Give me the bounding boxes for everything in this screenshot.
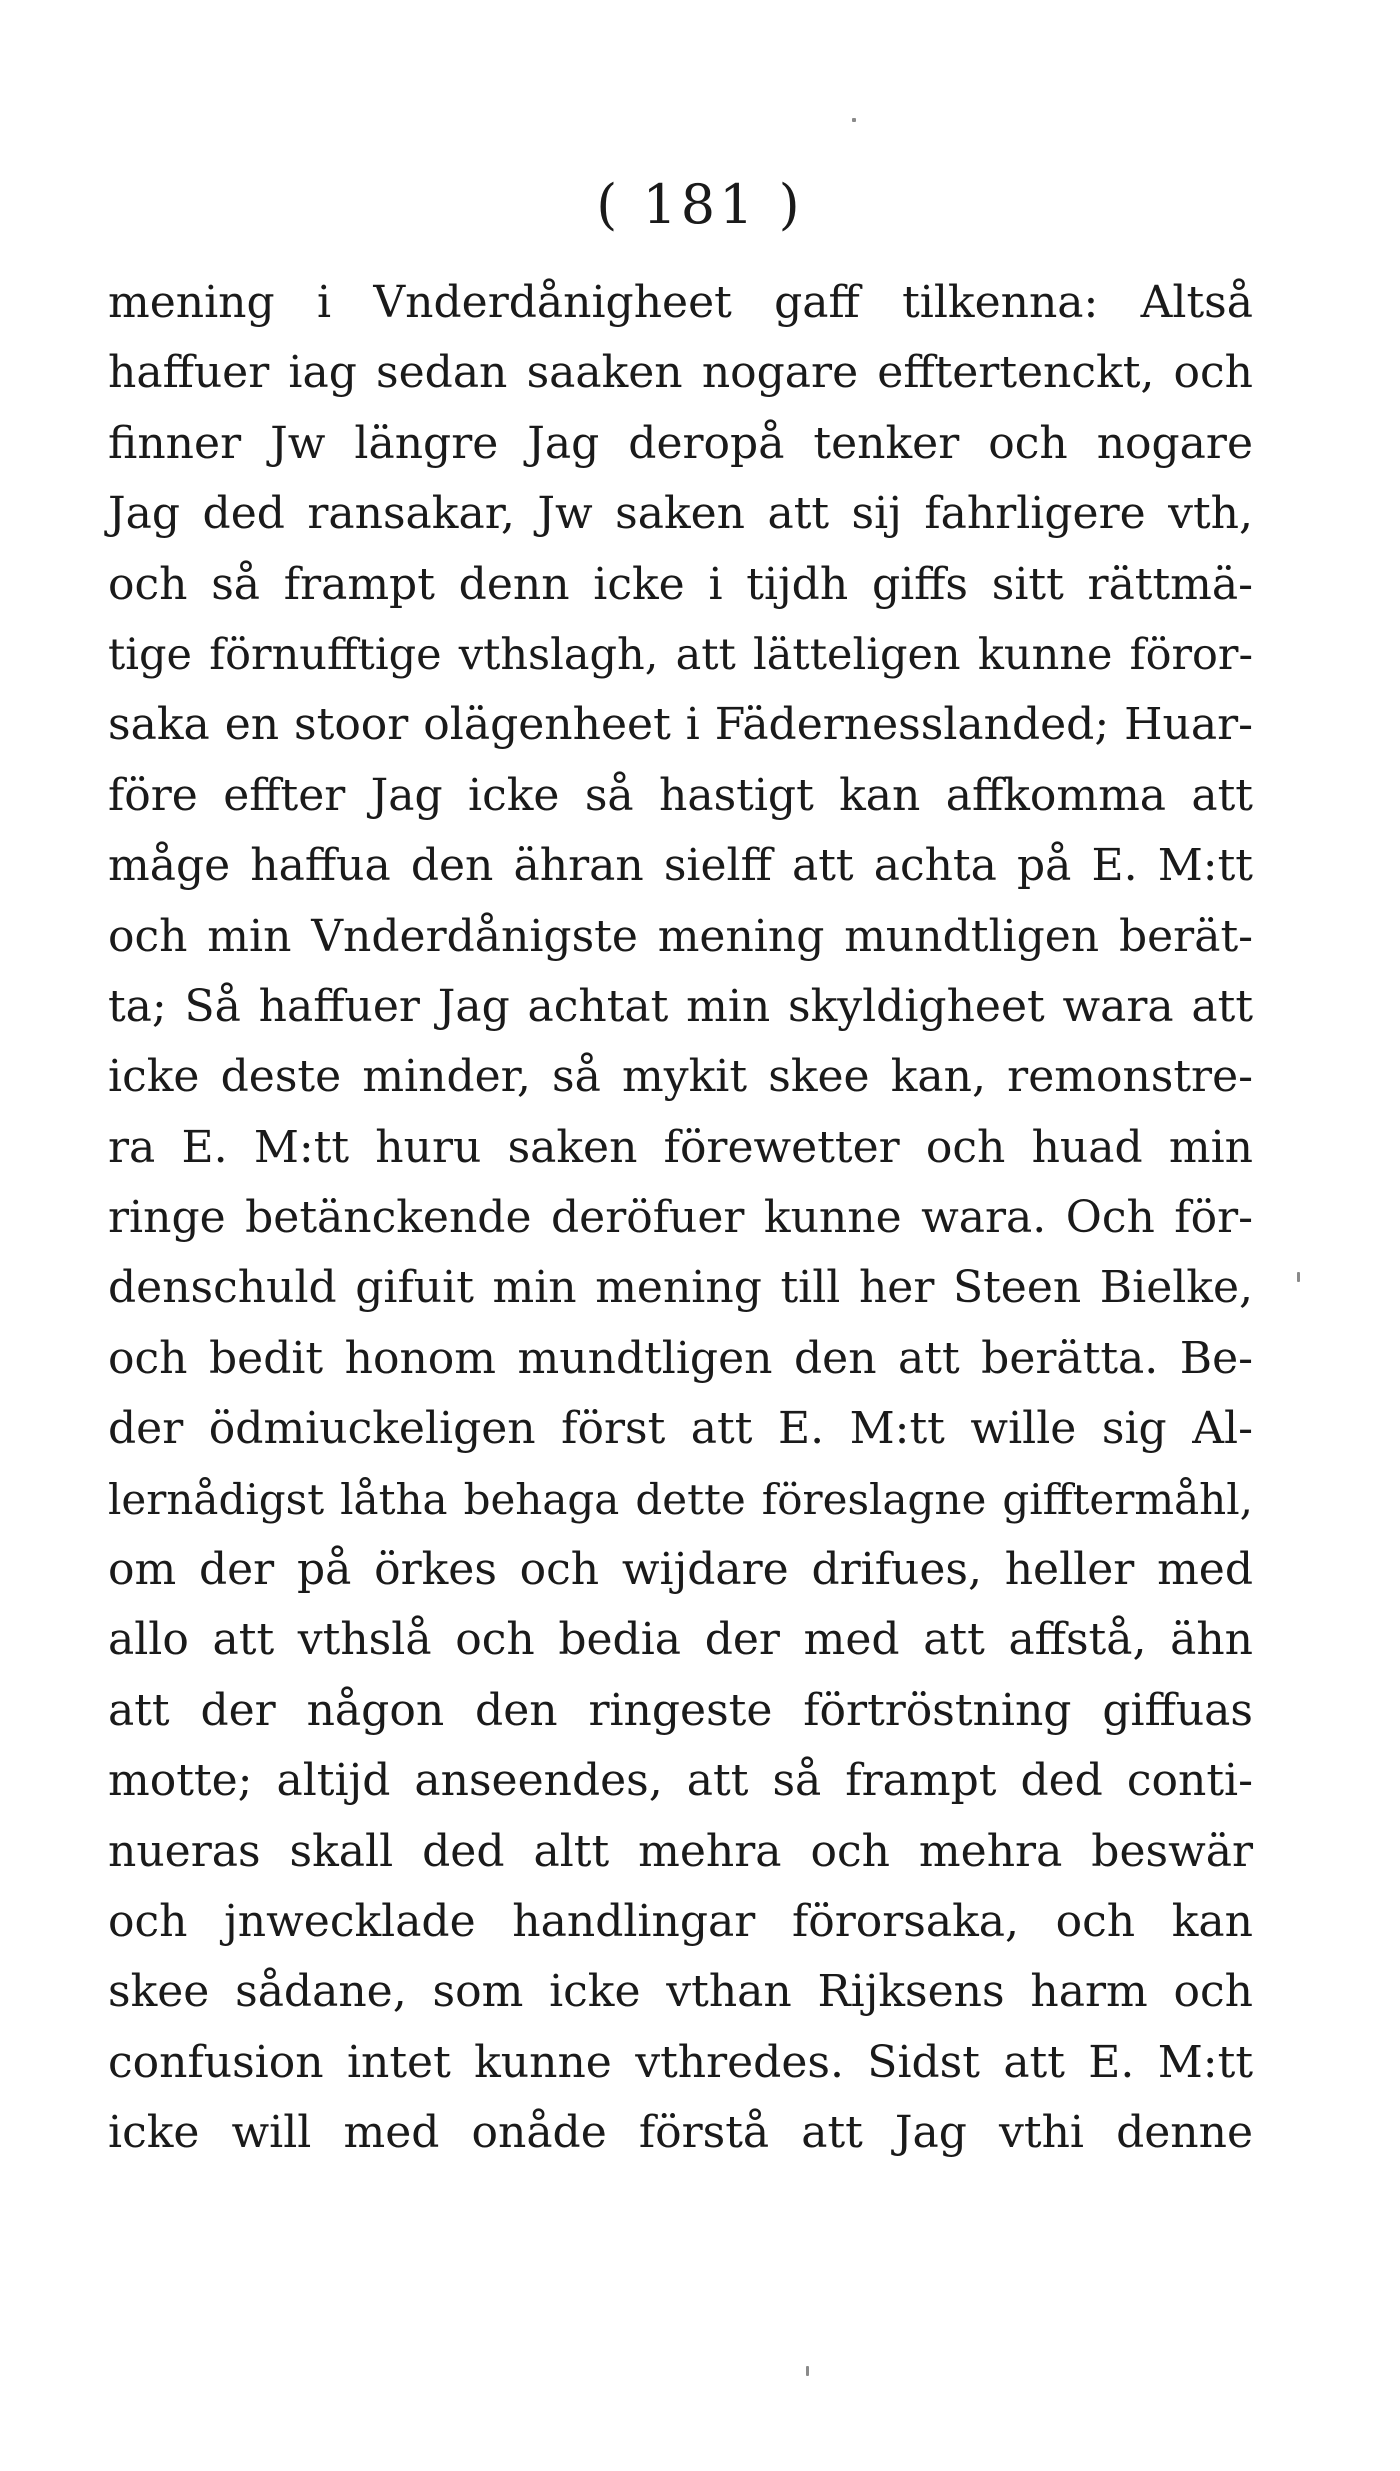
text-line: icke will med onåde förstå att Jag vthi denne: [108, 2107, 1253, 2159]
text-line: mening i Vnderdånigheet gaff tilkenna: Altså: [108, 277, 1253, 328]
text-line: haffuer iag sedan saaken nogare efftertenckt, och: [108, 347, 1253, 399]
page-number: ( 181 ): [596, 173, 804, 236]
body-text: [108, 268, 1253, 2169]
text-line: allo att vthslå och bedia der med att affstå, ähn: [108, 1614, 1253, 1666]
text-line: ra E. M:tt huru saken förewetter och huad min: [108, 1121, 1253, 1173]
text-line: ta; Så haffuer Jag achtat min skyldigheet wara att: [108, 980, 1253, 1032]
print-speck: [852, 118, 856, 122]
text-line: confusion intet kunne vthredes. Sidst att E. M:tt: [108, 2036, 1253, 2088]
text-line: icke deste minder, så mykit skee kan, remonstre-: [108, 1051, 1253, 1103]
text-line: och jnwecklade handlingar förorsaka, och kan: [108, 1895, 1253, 1947]
text-line: motte; altijd anseendes, att så frampt ded conti-: [108, 1755, 1253, 1807]
text-line: skee sådane, som icke vthan Rijksens harm och: [108, 1966, 1253, 2018]
text-line: lernådigst låtha behaga dette föreslagne gifftermåhl,: [108, 1474, 1253, 1524]
print-speck: [1297, 1272, 1300, 1282]
text-line: nueras skall ded altt mehra och mehra beswär: [108, 1825, 1253, 1877]
text-line: saka en stoor olägenheet i Fädernesslanded; Huar-: [108, 699, 1253, 751]
text-line: denschuld gifuit min mening till her Steen Bielke,: [108, 1262, 1253, 1314]
text-line: och bedit honom mundtligen den att berätta. Be-: [108, 1332, 1253, 1384]
text-line: att der någon den ringeste förtröstning giffuas: [108, 1684, 1253, 1736]
text-line: finner Jw längre Jag deropå tenker och nogare: [108, 417, 1253, 469]
text-line: före effter Jag icke så hastigt kan affkomma att: [108, 769, 1253, 821]
text-line: måge haffua den ähran sielff att achta på E. M:tt: [108, 840, 1253, 892]
print-speck: [806, 2366, 809, 2376]
text-line: ringe betänckende deröfuer kunne wara. Och för-: [108, 1192, 1253, 1244]
text-line: der ödmiuckeligen först att E. M:tt wille sig Al-: [108, 1403, 1253, 1455]
text-line: och så frampt denn icke i tijdh giffs sitt rättmä-: [108, 558, 1253, 610]
text-line: om der på örkes och wijdare drifues, heller med: [108, 1544, 1253, 1596]
text-line: Jag ded ransakar, Jw saken att sij fahrligere vth,: [108, 488, 1253, 540]
text-line: tige förnufftige vthslagh, att lätteligen kunne föror-: [108, 629, 1253, 680]
text-line: och min Vnderdånigste mening mundtligen berät-: [108, 910, 1253, 962]
